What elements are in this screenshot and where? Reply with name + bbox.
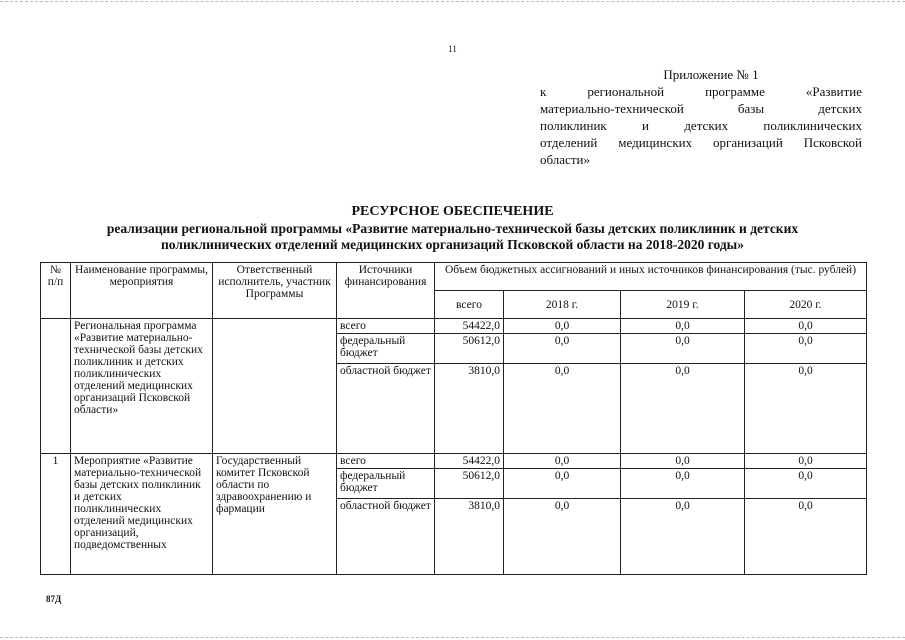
row-total: 54422,0 xyxy=(435,319,504,334)
row-2019: 0,0 xyxy=(621,334,745,364)
subtitle-line-1: реализации региональной программы «Развитие материально-технической базы детских поликлиник и детских xyxy=(106,221,799,236)
row-total: 54422,0 xyxy=(435,454,504,469)
page-number: 11 xyxy=(448,44,457,54)
header-responsible: Ответственный исполнитель, участник Программы xyxy=(213,263,337,319)
header-2019: 2019 г. xyxy=(621,291,745,319)
row-2019: 0,0 xyxy=(621,454,745,469)
row-responsible xyxy=(213,319,337,454)
header-2020: 2020 г. xyxy=(745,291,867,319)
row-source: областной бюджет xyxy=(337,364,435,454)
row-2018: 0,0 xyxy=(504,319,621,334)
header-total: всего xyxy=(435,291,504,319)
appendix-note xyxy=(540,66,862,168)
document-subtitle xyxy=(40,221,865,253)
row-source: федеральный бюджет xyxy=(337,469,435,499)
row-source: федеральный бюджет xyxy=(337,334,435,364)
bottom-edge-line xyxy=(0,637,905,638)
row-2018: 0,0 xyxy=(504,454,621,469)
header-volume: Объем бюджетных ассигнований и иных источников финансирования (тыс. рублей) xyxy=(435,263,867,291)
document-title: РЕСУРСНОЕ ОБЕСПЕЧЕНИЕ xyxy=(351,204,554,219)
row-source: областной бюджет xyxy=(337,499,435,575)
resource-table xyxy=(40,262,867,575)
header-source: Источники финансирования xyxy=(337,263,435,319)
appendix-line: области» xyxy=(540,152,590,167)
subtitle-line-2: поликлинических отделений медицинских организаций Псковской области на 2018-2020 годы» xyxy=(161,237,744,252)
appendix-line: отделений медицинских организаций Псковской xyxy=(540,135,862,150)
row-2020: 0,0 xyxy=(745,454,867,469)
row-2020: 0,0 xyxy=(745,469,867,499)
row-source: всего xyxy=(337,454,435,469)
top-edge-line xyxy=(0,1,905,2)
row-2020: 0,0 xyxy=(745,499,867,575)
footer-code: 87Д xyxy=(46,594,62,604)
row-2018: 0,0 xyxy=(504,364,621,454)
row-responsible: Государственный комитет Псковской области по здравоохранению и фармации xyxy=(213,454,337,575)
row-num: 1 xyxy=(41,454,71,575)
header-num: № п/п xyxy=(41,263,71,319)
row-2019: 0,0 xyxy=(621,364,745,454)
row-2018: 0,0 xyxy=(504,469,621,499)
row-source: всего xyxy=(337,319,435,334)
row-2019: 0,0 xyxy=(621,319,745,334)
row-name: Мероприятие «Развитие материально-технической базы детских поликлиник и детских поликлинических отделений медицинских организаций, подведомственных xyxy=(71,454,213,575)
row-total: 3810,0 xyxy=(435,364,504,454)
header-name: Наименование программы, мероприятия xyxy=(71,263,213,319)
row-2020: 0,0 xyxy=(745,319,867,334)
appendix-line: к региональной программе «Развитие xyxy=(540,84,862,99)
appendix-line: поликлиник и детских поликлинических xyxy=(540,118,862,133)
row-total: 3810,0 xyxy=(435,499,504,575)
row-2020: 0,0 xyxy=(745,334,867,364)
appendix-line: материально-технической базы детских xyxy=(540,101,862,116)
row-2018: 0,0 xyxy=(504,334,621,364)
row-total: 50612,0 xyxy=(435,334,504,364)
row-2018: 0,0 xyxy=(504,499,621,575)
appendix-title: Приложение № 1 xyxy=(663,67,759,82)
row-name: Региональная программа «Развитие материально-технической базы детских поликлиник и детских поликлинических отделений медицинских организаций Псковской области» xyxy=(71,319,213,454)
header-2018: 2018 г. xyxy=(504,291,621,319)
row-total: 50612,0 xyxy=(435,469,504,499)
row-2019: 0,0 xyxy=(621,499,745,575)
row-2020: 0,0 xyxy=(745,364,867,454)
row-2019: 0,0 xyxy=(621,469,745,499)
row-num xyxy=(41,319,71,454)
